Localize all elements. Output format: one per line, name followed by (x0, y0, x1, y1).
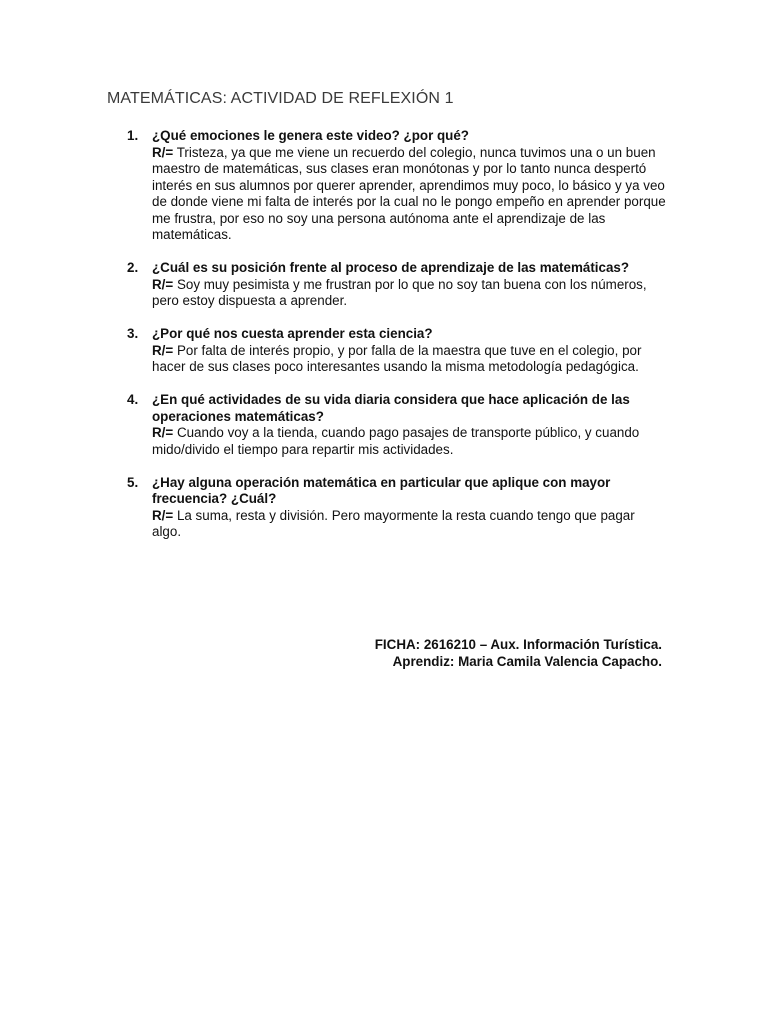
answer-label: R/= (152, 276, 174, 292)
question-number: 5. (127, 474, 139, 490)
document-footer (375, 636, 662, 670)
question-list (126, 128, 666, 557)
answer-text: Soy muy pesimista y me frustran por lo que no soy tan buena con los números, pero estoy dispuesta a aprender. (152, 276, 647, 308)
answer-text: Tristeza, ya que me viene un recuerdo del colegio, nunca tuvimos una o un buen maestro de matemáticas, sus clases eran monótonas y por lo tanto nunca despertó interés en sus alumnos por querer aprender, aprendimos muy poco, lo básico y ya veo de donde viene mi falta de interés por la cual no le pongo empeño en aprender porque me frustra, por eso no soy una persona autónoma ante el aprendizaje de las matemáticas. (152, 144, 666, 242)
answer-label: R/= (152, 425, 174, 440)
document-title: MATEMÁTICAS: ACTIVIDAD DE REFLEXIÓN 1 (107, 90, 454, 107)
answer-label: R/= (152, 507, 174, 523)
answer-text: Cuando voy a la tienda, cuando pago pasajes de transporte público, y cuando mido/divido el tiempo para repartir mis actividades. (152, 425, 640, 457)
ficha-line: FICHA: 2616210 – Aux. Información Turística. (374, 637, 662, 652)
question-item-4 (126, 392, 666, 458)
question-item-3 (126, 326, 666, 376)
question-number: 3. (127, 326, 139, 341)
question-number: 1. (127, 128, 139, 143)
question-text: ¿Qué emociones le genera este video? ¿por qué? (152, 128, 469, 143)
question-item-2 (126, 260, 666, 310)
question-item-5 (126, 475, 666, 541)
answer-label: R/= (152, 342, 174, 358)
aprendiz-line: Aprendiz: Maria Camila Valencia Capacho. (392, 654, 662, 669)
question-number: 2. (127, 260, 139, 275)
question-item-1 (126, 128, 666, 244)
question-number: 4. (127, 392, 139, 407)
question-text: ¿En qué actividades de su vida diaria considera que hace aplicación de las operaciones matemáticas? (152, 392, 630, 424)
answer-text: La suma, resta y división. Pero mayormente la resta cuando tengo que pagar algo. (152, 507, 635, 539)
question-text: ¿Por qué nos cuesta aprender esta ciencia? (152, 326, 433, 341)
question-text: ¿Cuál es su posición frente al proceso de aprendizaje de las matemáticas? (152, 260, 630, 275)
answer-text: Por falta de interés propio, y por falla de la maestra que tuve en el colegio, por hacer de sus clases poco interesantes usando la misma metodología pedagógica. (152, 342, 642, 374)
answer-label: R/= (152, 144, 174, 160)
question-text: ¿Hay alguna operación matemática en particular que aplique con mayor frecuencia? ¿Cuál? (152, 474, 611, 506)
